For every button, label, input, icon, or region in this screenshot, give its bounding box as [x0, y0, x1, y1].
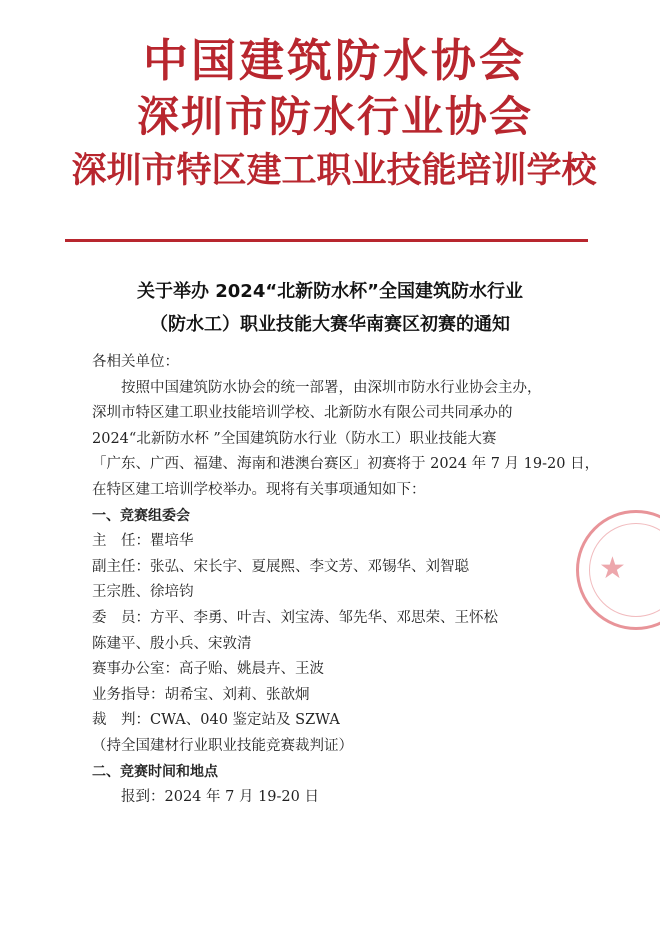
section-heading-time-place: 二、竞赛时间和地点 — [92, 763, 218, 780]
paragraph-line: 在特区建工培训学校举办。现将有关事项通知如下： — [92, 481, 426, 498]
committee-line: 陈建平、殷小兵、宋敦清 — [92, 635, 252, 652]
letterhead — [0, 34, 660, 191]
org-name-2: 深圳市防水行业协会 — [136, 92, 533, 141]
paragraph-line: 按照中国建筑防水协会的统一部署，由深圳市防水行业协会主办， — [121, 379, 542, 396]
committee-line: 业务指导：胡希宝、刘莉、张歆炯 — [92, 686, 310, 703]
salutation: 各相关单位： — [92, 354, 179, 370]
committee-line: 委 员：方平、李勇、叶吉、刘宝涛、邹先华、邓思荣、王怀松 — [92, 609, 498, 626]
paragraph-line: 2024“北新防水杯 ”全国建筑防水行业（防水工）职业技能大赛 — [92, 430, 497, 447]
seal-star-icon: ★ — [599, 551, 626, 586]
checkin-line: 报到：2024 年 7 月 19-20 日 — [121, 789, 319, 806]
title-line-2: （防水工）职业技能大赛华南赛区初赛的通知 — [150, 314, 510, 335]
notice-title — [0, 275, 660, 341]
committee-line: 副主任：张弘、宋长宇、夏展熙、李文芳、邓锡华、刘智聪 — [92, 558, 469, 575]
official-seal-stamp — [576, 510, 660, 630]
letterhead-divider — [65, 239, 588, 242]
paragraph-line: 「广东、广西、福建、海南和港澳台赛区」初赛将于 2024 年 7 月 19-20 日， — [92, 456, 600, 473]
org-name-1: 中国建筑防水协会 — [142, 34, 527, 87]
title-line-1: 关于举办 2024“北新防水杯”全国建筑防水行业 — [136, 281, 524, 302]
notice-body — [92, 350, 600, 811]
section-heading-committee: 一、竞赛组委会 — [92, 507, 190, 524]
org-name-3: 深圳市特区建工职业技能培训学校 — [71, 150, 597, 191]
committee-line: 主 任：瞿培华 — [92, 533, 194, 550]
committee-line: （持全国建材行业职业技能竞赛裁判证） — [92, 737, 353, 754]
paragraph-line: 深圳市特区建工职业技能培训学校、北新防水有限公司共同承办的 — [92, 405, 513, 422]
committee-line: 赛事办公室：高子贻、姚晨卉、王波 — [92, 661, 324, 678]
committee-line: 裁 判：CWA、040 鉴定站及 SZWA — [92, 712, 340, 729]
committee-line: 王宗胜、徐培钧 — [92, 584, 194, 601]
